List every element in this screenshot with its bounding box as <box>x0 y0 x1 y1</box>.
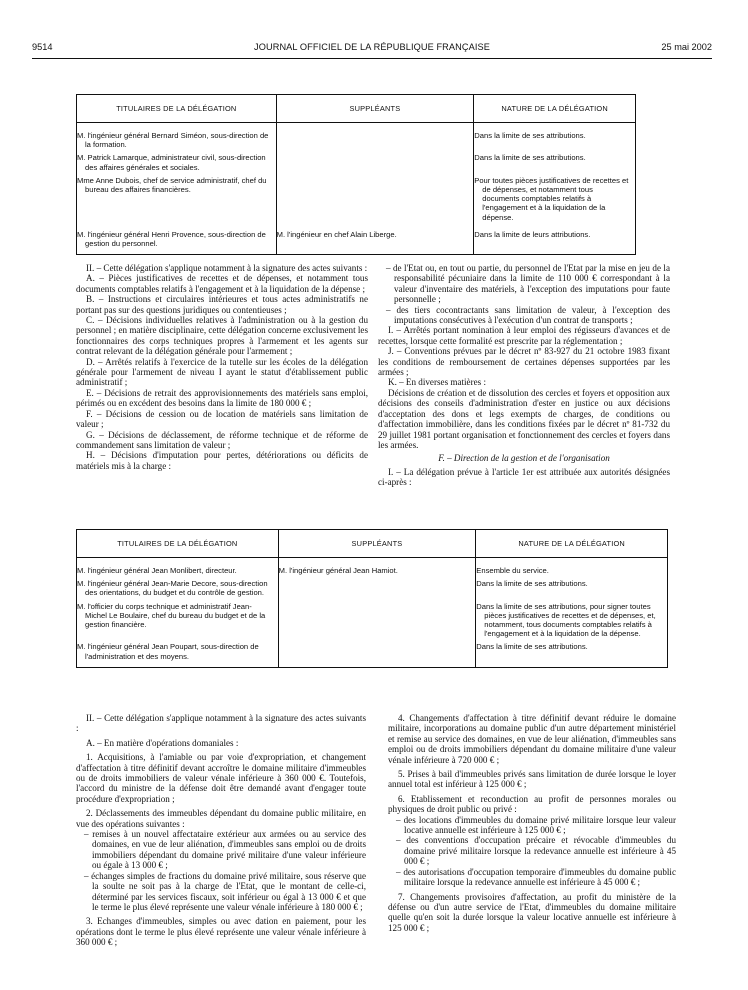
paragraph: G. – Décisions de déclassement, de réforme technique et de réforme de commandement sans limitation de valeur ; <box>76 429 368 450</box>
header-rule <box>32 58 712 59</box>
nature-cell: Dans la limite de ses attributions. <box>476 642 588 652</box>
section2-right-column <box>388 713 676 933</box>
titulaire-cell: M. l'officier du corps technique et administratif Jean-Michel Le Boulaire, chef du bureau du budget et de la gestion financière. <box>77 600 279 641</box>
titulaire-cell: M. l'ingénieur général Jean Monlibert, directeur. <box>77 558 279 578</box>
journal-title: JOURNAL OFFICIEL DE LA RÉPUBLIQUE FRANÇAISE <box>254 42 490 52</box>
nature-cell: Dans la limite de ses attributions, pour signer toutes pièces justificatives de recettes et de dépenses, et, notamment, tous documents comptables relatifs à l'engagement et à la liquidation de la dépense. <box>476 601 656 639</box>
suppleant-cell <box>278 640 476 667</box>
suppleant-cell: M. l'ingénieur général Jean Hamiot. <box>278 558 476 578</box>
dash-item: – remises à un nouvel affectataire extérieur aux armées ou au service des domaines, en vue de leur aliénation, d'immeubles sans emploi ou de droits immobiliers dépendant du domaine privé militaire d'une valeur inférieure ou égale à 13 000 € ; <box>84 829 366 871</box>
col-header-titulaires: TITULAIRES DE LA DÉLÉGATION <box>77 95 277 123</box>
col-header-suppleants: SUPPLÉANTS <box>276 95 474 123</box>
nature-cell: Ensemble du service. <box>476 566 549 575</box>
paragraph: 5. Prises à bail d'immeubles privés sans limitation de durée lorsque le loyer annuel total est inférieur à 125 000 € ; <box>388 769 676 790</box>
dash-item: – de l'Etat ou, en tout ou partie, du personnel de l'Etat par la mise en jeu de la responsabilité pécuniaire dans la limite de 110 000 € correspondant à la valeur d'inventaire des matériels, à l'exception des imputations pour faute personnelle ; <box>386 263 670 305</box>
paragraph: D. – Arrêtés relatifs à l'exercice de la tutelle sur les écoles de la délégation générale pour l'armement de niveau I ayant le statut d'établissement public administratif ; <box>76 356 368 388</box>
dash-item: – des autorisations d'occupation temporaire d'immeubles du domaine public militaire lorsque la redevance annuelle est inférieure à 45 000 € ; <box>396 866 676 888</box>
table-row <box>77 577 668 599</box>
paragraph: A. – Pièces justificatives de recettes et de dépenses, et notamment tous documents comptables relatifs à l'engagement et à la liquidation de la dépense ; <box>76 273 368 294</box>
suppleant-cell <box>276 174 474 228</box>
suppleant-cell <box>278 577 476 599</box>
dash-item: – échanges simples de fractions du domaine privé militaire, sous réserve que la soulte ne soit pas à la charge de l'Etat, que le montant de celle-ci, déterminé par les services fiscaux, soit inférieur ou égal à 13 000 € et que le terme le plus élevé représente une valeur vénale inférieure à 180 000 € ; <box>84 870 366 912</box>
section-heading: F. – Direction de la gestion et de l'organisation <box>438 453 610 464</box>
table-row <box>77 228 636 255</box>
section1-left-column <box>76 263 368 471</box>
delegation-table-1 <box>76 94 636 255</box>
paragraph: C. – Décisions individuelles relatives à l'administration ou à la gestion du personnel ; en matière disciplinaire, cette délégation concerne exclusivement les fonctionnaires des corps techniques propres à l'armement et les agents sur contrat relevant de la délégation générale pour l'armement ; <box>76 315 368 357</box>
section1-right-column <box>378 263 670 488</box>
nature-cell: Dans la limite de ses attributions. <box>474 131 586 140</box>
titulaire-cell: M. l'ingénieur général Bernard Siméon, sous-direction de la formation. <box>77 123 277 152</box>
table-row <box>77 151 636 173</box>
nature-cell: Dans la limite de ses attributions. <box>476 579 588 589</box>
table-row <box>77 174 636 228</box>
paragraph: 3. Echanges d'immeubles, simples ou avec dation en paiement, pour les opérations dont le terme le plus élevé représente une valeur vénale inférieure à 360 000 € ; <box>76 916 366 948</box>
paragraph: 4. Changements d'affectation à titre définitif devant réduire le domaine militaire, incorporations au domaine public d'un autre département ministériel et remise au service des domaines, en vue de leur aliénation, d'immeubles sans emploi ou de droits immobiliers dépendant du domaine militaire d'une valeur vénale inférieure à 720 000 € ; <box>388 713 676 765</box>
dash-item: – des locations d'immeubles du domaine privé militaire lorsque leur valeur locative annuelle est inférieure à 125 000 € ; <box>396 814 676 836</box>
titulaire-cell: Mme Anne Dubois, chef de service administratif, chef du bureau des affaires financières. <box>77 174 277 228</box>
table-row <box>77 558 668 578</box>
issue-date: 25 mai 2002 <box>661 42 712 52</box>
col-header-nature: NATURE DE LA DÉLÉGATION <box>476 530 668 558</box>
titulaire-cell: M. l'ingénieur général Jean-Marie Decore, sous-direction des orientations, du budget et du contrôle de gestion. <box>77 577 279 599</box>
table-row <box>77 640 668 667</box>
col-header-nature: NATURE DE LA DÉLÉGATION <box>474 95 636 123</box>
titulaire-cell: M. Patrick Lamarque, administrateur civil, sous-direction des affaires générales et sociales. <box>77 151 277 173</box>
paragraph: B. – Instructions et circulaires intérieures et tous actes administratifs ne portant pas sur des questions juridiques ou contentieuses ; <box>76 294 368 315</box>
table-header-row <box>77 95 636 123</box>
paragraph: 2. Déclassements des immeubles dépendant du domaine public militaire, en vue des opérations suivantes : <box>76 808 366 829</box>
table-row <box>77 123 636 152</box>
dash-item: – des tiers cocontractants sans limitation de valeur, à l'exception des imputations consécutives à l'exécution d'un contrat de transports ; <box>386 304 670 326</box>
suppleant-cell <box>278 600 476 641</box>
paragraph: II. – Cette délégation s'applique notamment à la signature des actes suivants : <box>86 263 368 273</box>
nature-cell: Dans la limite de ses attributions. <box>474 153 586 163</box>
paragraph: 7. Changements provisoires d'affectation, au profit du ministère de la défense ou d'un autre service de l'Etat, d'immeubles du domaine militaire quelle qu'en soit la durée lorsque la valeur locative annuelle est inférieure à 125 000 € ; <box>388 891 676 933</box>
paragraph: II. – Cette délégation s'applique notamment à la signature des actes suivants : <box>76 713 366 734</box>
paragraph: 6. Etablissement et reconduction au profit de personnes morales ou physiques de droit public ou privé : <box>388 793 676 815</box>
delegation-table-2 <box>76 529 668 668</box>
paragraph: I. – Arrêtés portant nomination à leur emploi des régisseurs d'avances et de recettes, lorsque cette formalité est prescrite par la réglementation ; <box>378 325 670 346</box>
paragraph: 1. Acquisitions, à l'amiable ou par voie d'expropriation, et changement d'affectation à titre définitif devant accroître le domaine militaire d'immeubles ou de droits immobiliers de valeur vénale inférieure à 360 000 €. Toutefois, l'accord du ministre de la défense doit être demandé avant d'engager toute procédure d'expropriation ; <box>76 752 366 804</box>
page-number: 9514 <box>32 42 53 52</box>
paragraph: E. – Décisions de retrait des approvisionnements des matériels sans emploi, périmés ou en excédent des besoins dans la limite de 180 000 € ; <box>76 387 368 409</box>
suppleant-cell <box>276 123 474 152</box>
paragraph: H. – Décisions d'imputation pour pertes, détériorations ou déficits de matériels mis à la charge : <box>76 450 368 471</box>
paragraph: F. – Décisions de cession ou de location de matériels sans limitation de valeur ; <box>76 408 368 430</box>
col-header-titulaires: TITULAIRES DE LA DÉLÉGATION <box>77 530 279 558</box>
nature-cell: Dans la limite de leurs attributions. <box>474 229 591 239</box>
paragraph: J. – Conventions prévues par le décret nº 83-927 du 21 octobre 1983 fixant les conditions de remboursement de certaines dépenses supportées par les armées ; <box>378 346 670 378</box>
table-header-row <box>77 530 668 558</box>
suppleant-cell <box>276 151 474 173</box>
suppleant-cell: M. l'ingénieur en chef Alain Liberge. <box>276 228 474 255</box>
titulaire-cell: M. l'ingénieur général Jean Poupart, sous-direction de l'administration et des moyens. <box>77 640 279 667</box>
paragraph: Décisions de création et de dissolution des cercles et foyers et opposition aux décisions des conseils d'administration d'ester en justice ou aux décisions d'acceptation des dons et legs exempts de charges, de conditions ou d'affectation immobilière, dans les conditions fixées par le décret nº 81-732 du 29 juillet 1981 portant organisation et fonctionnement des cercles et foyers dans les armées. <box>378 387 670 450</box>
table-row <box>77 600 668 641</box>
dash-item: – des conventions d'occupation précaire et révocable d'immeubles du domaine privé militaire lorsque la redevance annuelle est inférieure à 45 000 € ; <box>396 835 676 867</box>
section2-left-column <box>76 713 366 948</box>
paragraph: K. – En diverses matières : <box>388 377 486 388</box>
nature-cell: Pour toutes pièces justificatives de recettes et de dépenses, et notamment tous documents comptables relatifs à l'engagement et à la liquidation de la dépense. <box>474 175 629 222</box>
paragraph: I. – La délégation prévue à l'article 1er est attribuée aux autorités désignées ci-après : <box>378 466 670 488</box>
titulaire-cell: M. l'ingénieur général Henri Provence, sous-direction de gestion du personnel. <box>77 228 277 255</box>
page-header <box>32 42 712 56</box>
col-header-suppleants: SUPPLÉANTS <box>278 530 476 558</box>
paragraph: A. – En matière d'opérations domaniales : <box>86 737 239 748</box>
